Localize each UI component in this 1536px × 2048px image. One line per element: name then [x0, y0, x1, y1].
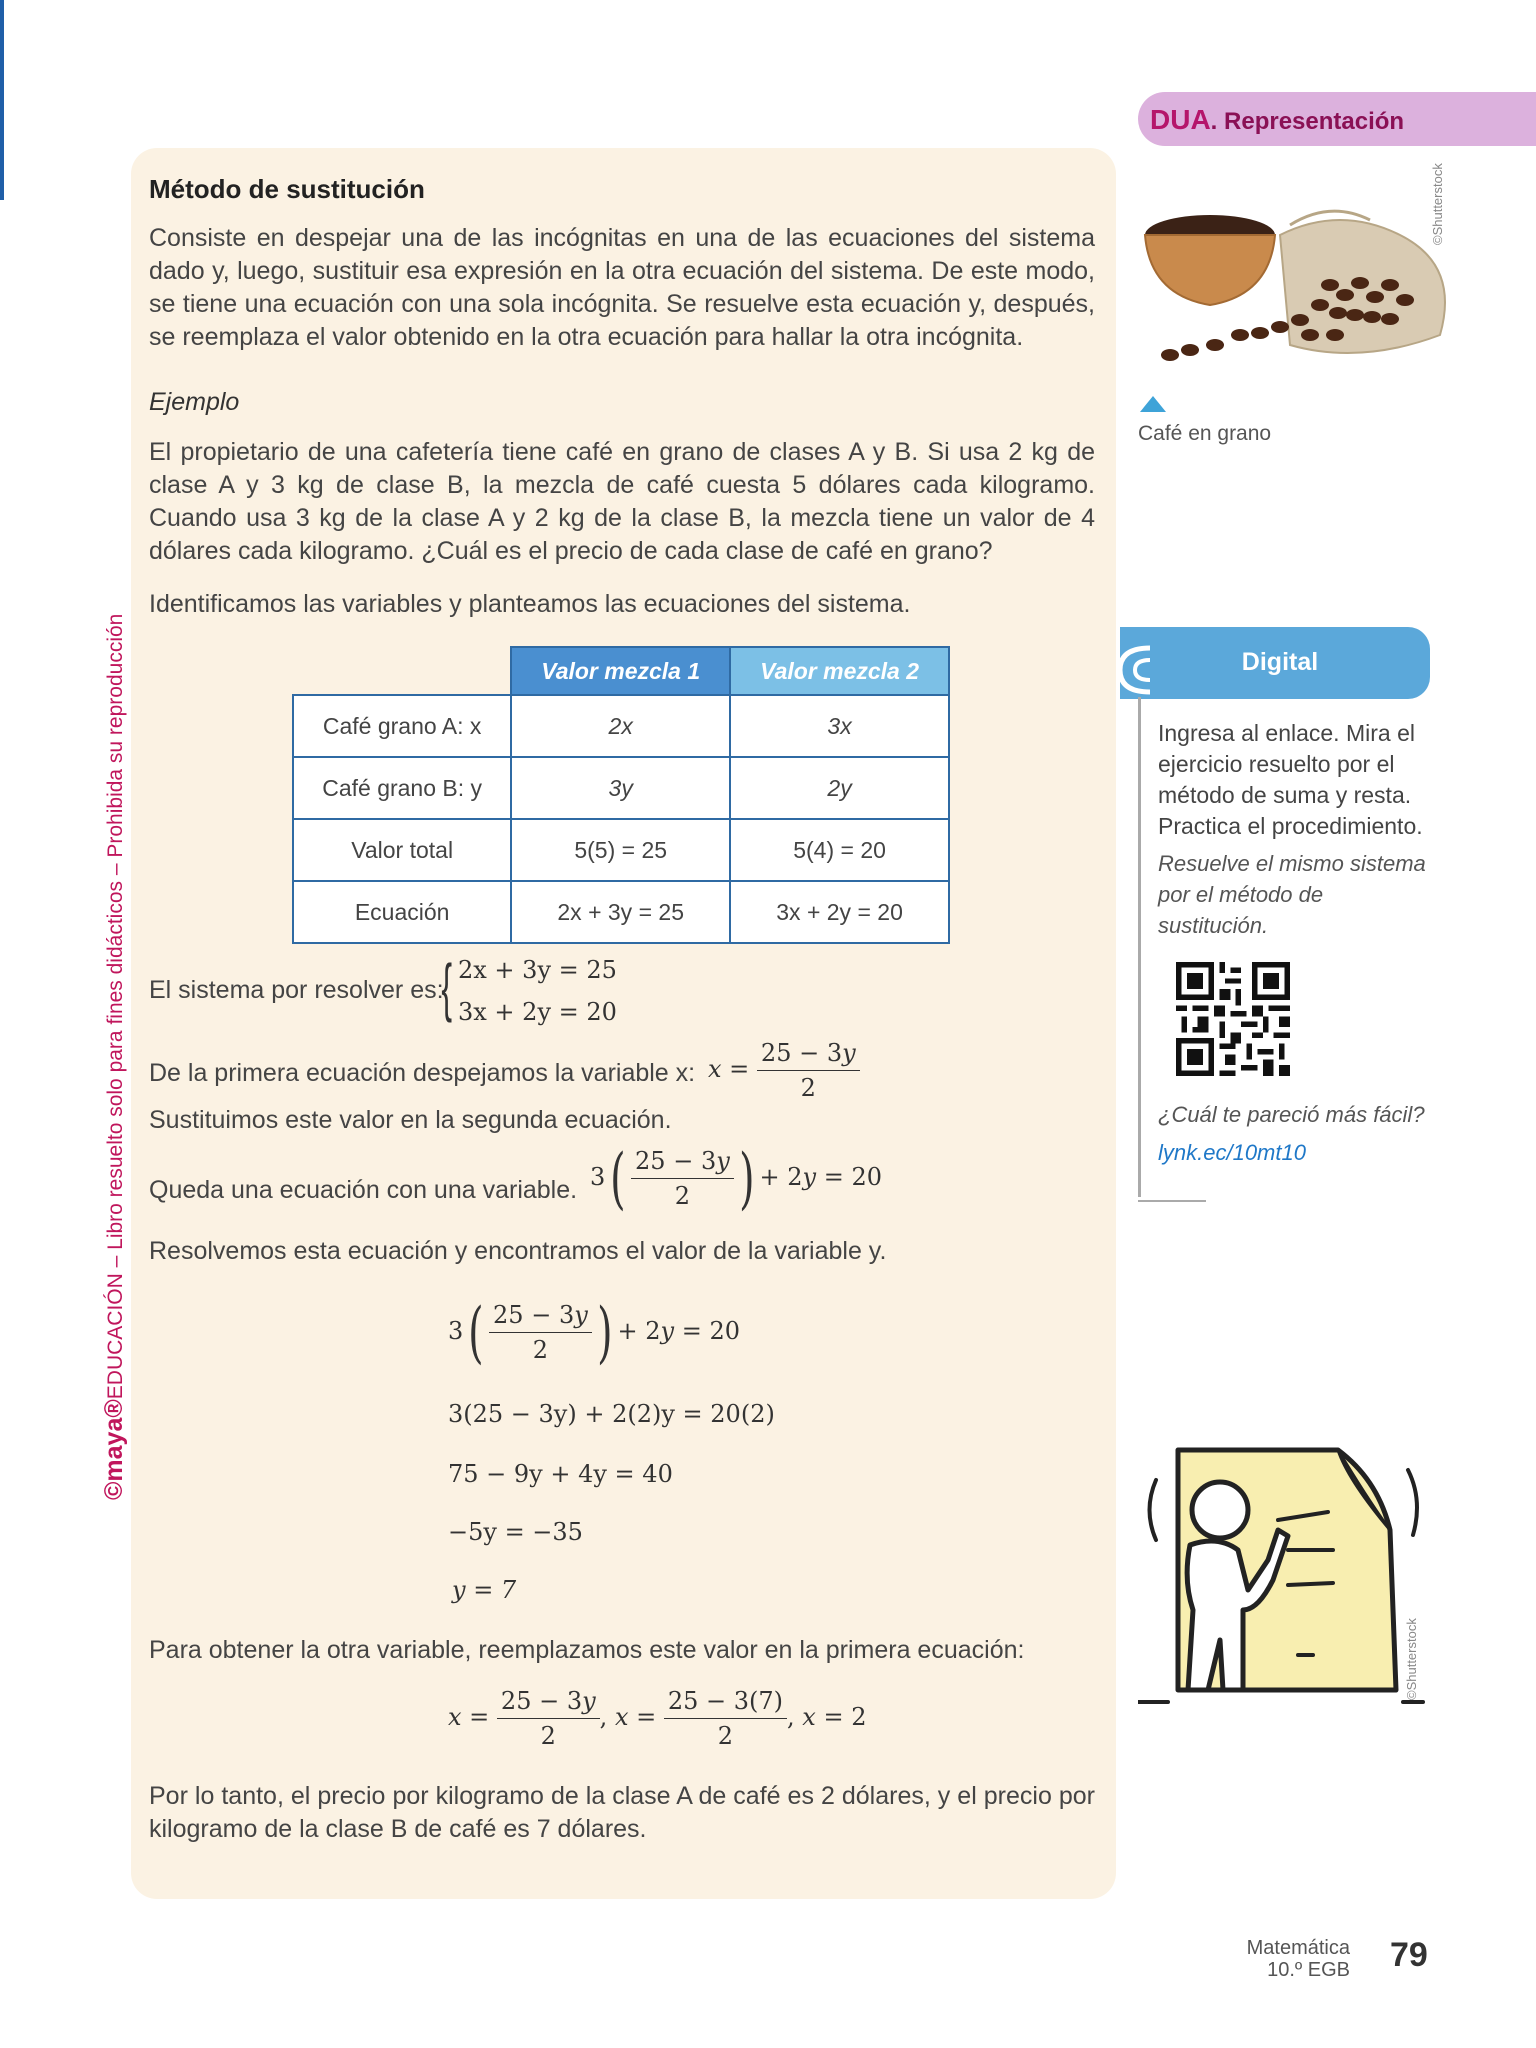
data-table: [292, 646, 950, 944]
photo-credit: ©Shutterstock: [1430, 163, 1445, 245]
system-label: El sistema por resolver es:: [149, 976, 444, 1004]
table-cell: 3x + 2y = 20: [730, 881, 949, 943]
solve-label: Resolvemos esta ecuación y encontramos el valor de la variable y.: [149, 1237, 887, 1265]
table-cell: Valor total: [293, 819, 511, 881]
conclusion-paragraph: Por lo tanto, el precio por kilogramo de la clase A de café es 2 dólares, y el precio por kilogramo de la clase B de café es 7 dólares.: [149, 1782, 1095, 1843]
step-1: 3(25 − 3y) + 2(2)y = 20(2): [448, 1400, 775, 1428]
table-cell: 3y: [511, 757, 730, 819]
identify-text: Identificamos las variables y planteamos las ecuaciones del sistema.: [149, 590, 911, 618]
table-row: [293, 819, 949, 881]
dua-prefix: DUA: [1150, 104, 1211, 135]
table-cell: 3x: [730, 695, 949, 757]
table-row: [293, 695, 949, 757]
table-cell: Ecuación: [293, 881, 511, 943]
back-substitute-label: Para obtener la otra variable, reemplazamos este valor en la primera ecuación:: [149, 1636, 1025, 1664]
footer-subject: Matemática: [1246, 1937, 1350, 1959]
table-cell: Café grano A: x: [293, 695, 511, 757]
figure-with-board-illustration: [1138, 1440, 1438, 1710]
digital-side-rule: [1138, 697, 1141, 1197]
section-title: Método de sustitución: [149, 174, 425, 204]
digital-question: ¿Cuál te pareció más fácil?: [1158, 1102, 1425, 1127]
brand-mark: ©maya®: [100, 1399, 128, 1500]
intro-paragraph: Consiste en despejar una de las incógnitas en una de las ecuaciones del sistema dado y, luego, sustituir esa expresión en la otra ecuación del sistema. De este modo, se tiene una ecuación con una sola incógnita. Se resuelve esta ecuación y, después, se reemplaza el valor obtenido en la otra ecuación para hallar la otra incógnita.: [149, 224, 1095, 351]
coffee-beans-image: [1140, 195, 1470, 370]
isolate-label: De la primera ecuación despejamos la variable x:: [149, 1059, 696, 1087]
table-cell: Café grano B: y: [293, 757, 511, 819]
one-var-label: Queda una ecuación con una variable.: [149, 1176, 578, 1204]
digital-bottom-rule: [1138, 1200, 1206, 1202]
table-cell: 2x + 3y = 25: [511, 881, 730, 943]
page-number: 79: [1390, 1936, 1428, 1974]
substitute-label: Sustituimos este valor en la segunda ecuación.: [149, 1106, 672, 1134]
digital-text: Ingresa al enlace. Mira el ejercicio resuelto por el método de suma y resta. Practica el procedimiento.: [1158, 720, 1423, 839]
digital-italic-text: Resuelve el mismo sistema por el método de sustitución.: [1158, 851, 1426, 938]
table-header: Valor mezcla 2: [730, 647, 949, 695]
footer-grade: 10.º EGB: [1267, 1959, 1350, 1981]
dua-title: [1150, 104, 1404, 136]
digital-link[interactable]: lynk.ec/10mt10: [1158, 1140, 1306, 1165]
copyright-text: EDUCACIÓN – Libro resuelto solo para fines didácticos – Prohibida su reproducción: [104, 613, 127, 1400]
photo-caption: Café en grano: [1138, 422, 1272, 445]
example-label: Ejemplo: [149, 388, 240, 416]
system-eq2: 3x + 2y = 20: [458, 998, 617, 1026]
system-eq1: 2x + 3y = 25: [458, 956, 617, 984]
digital-hook-icon: [1110, 640, 1170, 700]
dua-suffix: . Representación: [1210, 108, 1405, 135]
problem-paragraph: El propietario de una cafetería tiene café en grano de clases A y B. Si usa 2 kg de clase A y 3 kg de clase B, la mezcla de café cuesta 5 dólares cada kilogramo. Cuando usa 3 kg de la clase A y 2 kg de la clase B, la mezcla tiene un valor de 4 dólares cada kilogramo. ¿Cuál es el precio de cada clase de café en grano?: [149, 438, 1095, 565]
illustration-credit: ©Shutterstock: [1404, 1618, 1419, 1700]
caption-pointer-icon: [1140, 396, 1166, 412]
step-2: 75 − 9y + 4y = 40: [448, 1460, 673, 1488]
digital-title: Digital: [1241, 648, 1319, 676]
table-cell: 5(5) = 25: [511, 819, 730, 881]
isolate-expression: x = $\frac{25 - 3y}{2}$: [708, 1036, 860, 1105]
step-0: 3( $\frac{25 - 3y}{2}$ ) + 2y = 20: [448, 1293, 741, 1371]
table-cell: 2x: [511, 695, 730, 757]
table-cell: 5(4) = 20: [730, 819, 949, 881]
copyright-vertical-text: [100, 614, 129, 1500]
table-corner: [293, 647, 511, 695]
table-row: [293, 757, 949, 819]
table-header: Valor mezcla 1: [511, 647, 730, 695]
step-3: −5y = −35: [448, 1518, 583, 1546]
table-row: [293, 881, 949, 943]
table-cell: 2y: [730, 757, 949, 819]
x-calculation: x = $\frac{25 - 3y}{2}$ , x = $\frac{25 - 3(7)}{2}$ , x = 2: [448, 1684, 866, 1753]
one-var-equation: 3( $\frac{25 - 3y}{2}$ ) + 2y = 20: [590, 1139, 883, 1217]
left-edge-rule: [0, 0, 4, 200]
system-brace: {: [441, 951, 453, 1023]
qr-code-icon[interactable]: [1176, 962, 1290, 1076]
step-4: y = 7: [452, 1576, 517, 1604]
